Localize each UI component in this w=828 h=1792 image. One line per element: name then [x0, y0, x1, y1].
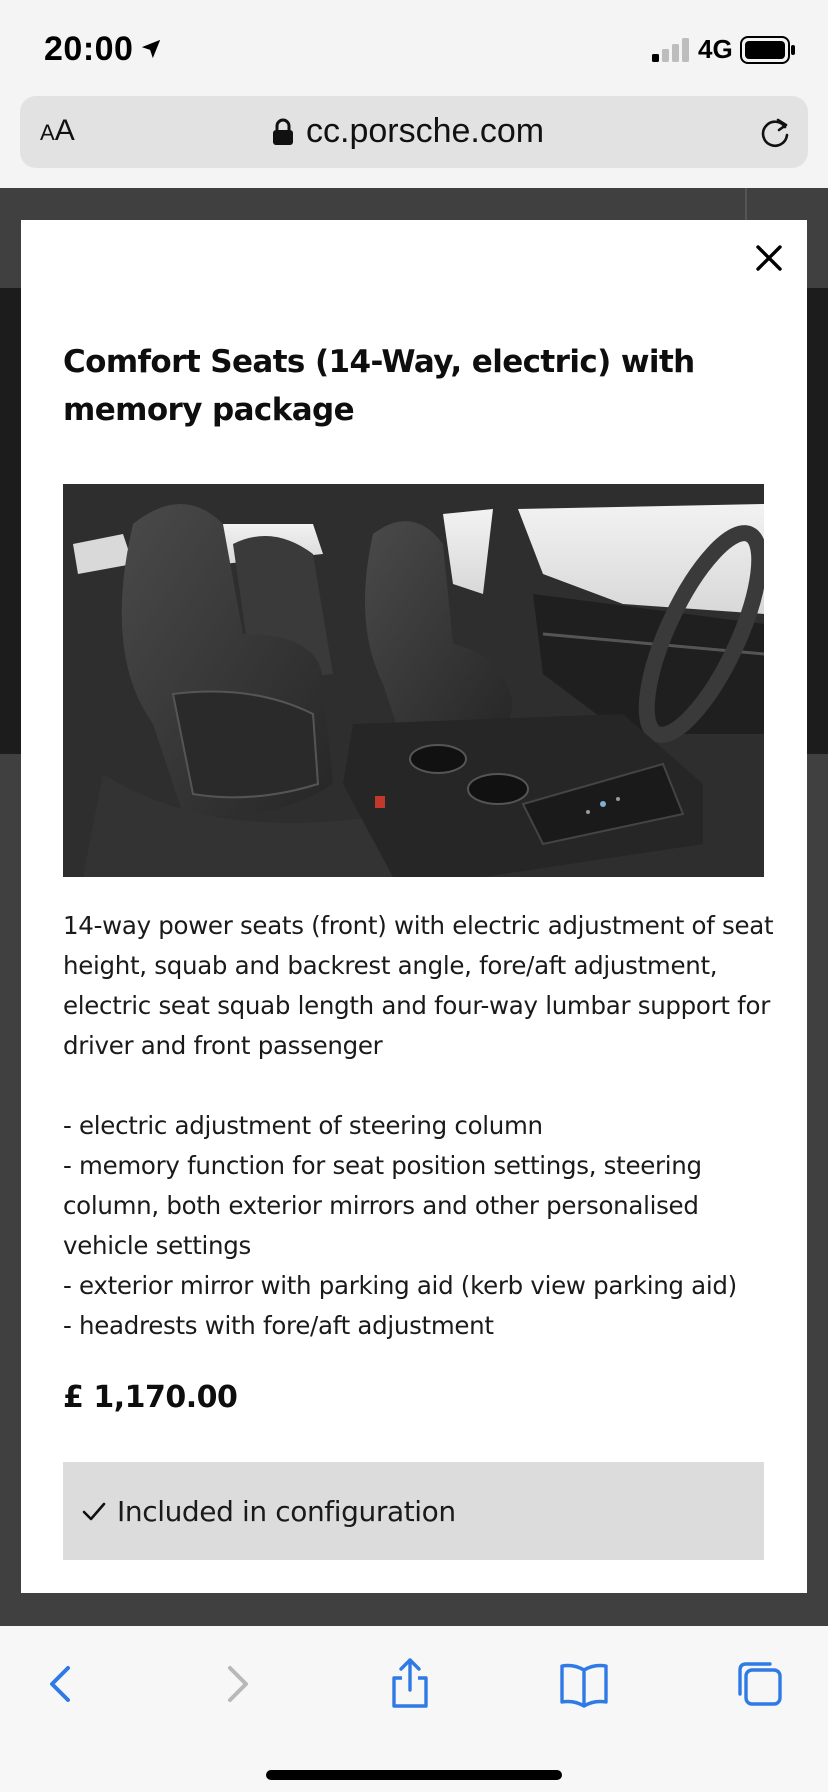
included-in-configuration-button[interactable]: [63, 1462, 764, 1560]
feature-item: - memory function for seat position settings, steering column, both exterior mirrors and other personalised vehicle settings: [63, 1151, 702, 1260]
bookmarks-icon[interactable]: [556, 1656, 612, 1712]
tabs-icon[interactable]: [732, 1656, 788, 1712]
background-page-edge-right: [806, 288, 828, 754]
network-type: 4G: [698, 34, 733, 64]
text-size-button[interactable]: [40, 114, 75, 148]
battery-icon: [740, 36, 796, 64]
lock-icon: [272, 118, 294, 146]
close-icon: [755, 244, 783, 272]
back-icon[interactable]: [34, 1656, 90, 1712]
close-button[interactable]: [749, 238, 789, 278]
description-paragraph: 14-way power seats (front) with electric adjustment of seat height, squab and backrest angle, fore/aft adjustment, electric seat squab length and four-way lumbar support for driver and front passenger: [63, 911, 774, 1060]
included-label: Included in configuration: [117, 1494, 456, 1528]
status-time: 20:00: [44, 30, 134, 68]
forward-icon[interactable]: [208, 1656, 264, 1712]
feature-item: - exterior mirror with parking aid (kerb view parking aid): [63, 1271, 737, 1300]
signal-icon: [652, 38, 690, 62]
browser-address-area: [0, 92, 828, 188]
url-text: cc.porsche.com: [306, 112, 545, 150]
car-interior-illustration: [63, 484, 764, 877]
location-arrow-icon: [140, 38, 162, 60]
share-icon[interactable]: [382, 1656, 438, 1712]
status-bar: [0, 0, 828, 92]
background-divider: [745, 188, 747, 220]
checkmark-icon: [81, 1498, 107, 1524]
feature-item: - electric adjustment of steering column: [63, 1111, 543, 1140]
option-title: Comfort Seats (14-Way, electric) with memory package: [63, 344, 695, 428]
text-size-small-label: A: [40, 120, 55, 145]
option-price: £ 1,170.00: [63, 1380, 238, 1415]
option-description: [63, 906, 783, 1346]
background-page-edge-left: [0, 288, 22, 754]
address-bar[interactable]: [20, 96, 808, 168]
option-detail-modal: [21, 220, 807, 1593]
reload-icon[interactable]: [758, 116, 792, 150]
car-interior-photo: [63, 484, 764, 877]
home-indicator: [266, 1770, 562, 1780]
browser-toolbar: [0, 1626, 828, 1792]
text-size-large-label: A: [54, 114, 75, 147]
feature-item: - headrests with fore/aft adjustment: [63, 1311, 494, 1340]
